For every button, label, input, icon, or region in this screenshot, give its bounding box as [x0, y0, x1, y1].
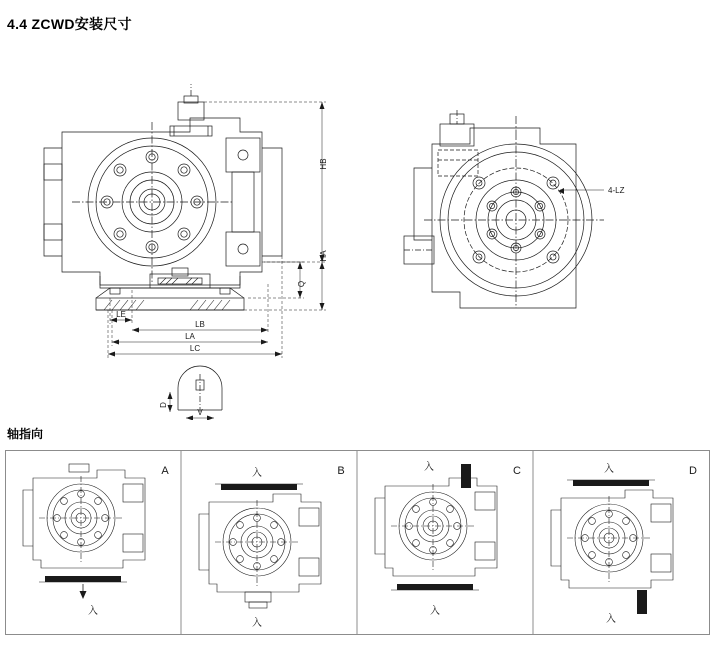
dim-label-hb: HB [319, 158, 328, 170]
orientation-top-mark-d: 入 [604, 464, 614, 475]
orientation-cell-a [23, 464, 145, 599]
orientation-top-mark-b: 入 [252, 468, 262, 479]
orientation-letter-a: A [161, 465, 169, 477]
dim-label-lc: LC [189, 344, 201, 353]
orientation-cell-c [375, 464, 497, 590]
orientation-bottom-mark-c: 入 [430, 606, 440, 617]
dim-label-lz: 4-LZ [608, 186, 625, 195]
dim-label-ha: HA [319, 250, 328, 262]
front-view-group [44, 84, 282, 310]
dim-label-la: LA [185, 332, 195, 341]
orientation-top-mark-c: 入 [424, 462, 434, 473]
dim-label-le: LE [116, 310, 126, 319]
orientation-cell-b [199, 484, 321, 608]
dim-label-lb: LB [195, 320, 205, 329]
orientation-cell-d [551, 480, 673, 614]
orientation-table [5, 450, 710, 635]
orientation-letter-d: D [689, 465, 697, 477]
orientation-bottom-mark-b: 入 [252, 618, 262, 629]
assembly-drawing-area [0, 40, 715, 420]
orientation-bottom-mark-d: 入 [606, 614, 616, 625]
page-title: 4.4 ZCWD安装尺寸 [7, 16, 132, 32]
orientation-letter-b: B [337, 465, 345, 477]
orientation-bottom-mark-a: 入 [88, 606, 98, 617]
orientation-letter-c: C [513, 465, 521, 477]
orientation-table-svg [5, 450, 710, 635]
dim-label-d: D [159, 402, 168, 408]
assembly-drawing-svg [0, 40, 715, 420]
side-view-group [404, 110, 625, 308]
keyway-detail-group [159, 366, 222, 420]
section-title-shaft-orientation: 轴指向 [7, 427, 44, 441]
dim-label-v: V [197, 408, 203, 417]
dim-label-q: Q [297, 280, 306, 288]
